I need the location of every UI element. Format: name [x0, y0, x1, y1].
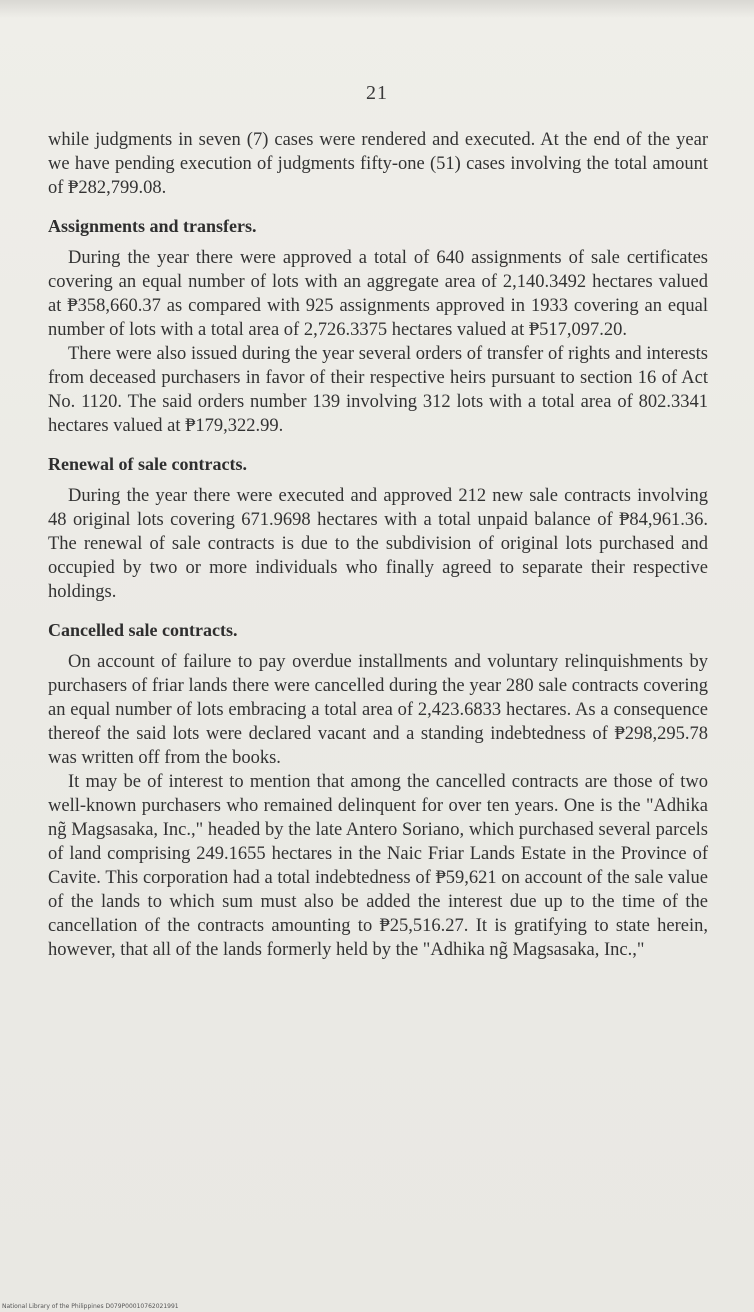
paragraph-judgments-continued: while judgments in seven (7) cases were rendered and executed. At the end of the year we have pending execution of judgments fifty-one (51) cases involving the total amount of ₱282,799.08.	[48, 130, 708, 198]
paragraph-renewal: During the year there were executed and approved 212 new sale contracts involving 48 original lots covering 671.9698 hectares with a total unpaid balance of ₱84,961.36. The renewal of sale contracts is due to the subdivision of original lots purchased and occupied by two or more individuals who finally agreed to separate their respective holdings.	[48, 486, 708, 602]
heading-renewal-of-sale-contracts: Renewal of sale contracts.	[48, 454, 247, 474]
paragraph-delinquent-purchasers: It may be of interest to mention that among the cancelled contracts are those of two well-known purchasers who remained delinquent for over ten years. One is the "Adhika ng̃ Magsasaka, Inc.," headed by the late Antero Soriano, which purchased several parcels of land comprising 249.1655 hectares in the Naic Friar Lands Estate in the Province of Cavite. This corporation had a total indebtedness of ₱59,621 on account of the sale value of the lands to which sum must also be added the interest due up to the time of the cancellation of the contracts amounting to ₱25,516.27. It is gratifying to state herein, however, that all of the lands formerly held by the "Adhika ng̃ Magsasaka, Inc.,"	[48, 772, 708, 960]
paragraph-assignments: During the year there were approved a total of 640 assignments of sale certificates covering an equal number of lots with an aggregate area of 2,140.3492 hectares valued at ₱358,660.37 as compared with 925 assignments approved in 1933 covering an equal number of lots with a total area of 2,726.3375 hectares valued at ₱517,097.20.	[48, 248, 708, 340]
document-body	[48, 128, 708, 962]
page-number: 21	[366, 82, 388, 104]
paragraph-transfers: There were also issued during the year several orders of transfer of rights and interests from deceased purchasers in favor of their respective heirs pursuant to section 16 of Act No. 1120. The said orders number 139 involving 312 lots with a total area of 802.3341 hectares valued at ₱179,322.99.	[48, 344, 708, 436]
footer-attribution: National Library of the Philippines D079P00010762021991	[2, 1303, 179, 1310]
paragraph-cancelled: On account of failure to pay overdue installments and voluntary relinquishments by purchasers of friar lands there were cancelled during the year 280 sale contracts covering an equal number of lots embracing a total area of 2,423.6833 hectares. As a consequence thereof the said lots were declared vacant and a standing indebtedness of ₱298,295.78 was written off from the books.	[48, 652, 708, 768]
heading-cancelled-sale-contracts: Cancelled sale contracts.	[48, 620, 238, 640]
heading-assignments-and-transfers: Assignments and transfers.	[48, 216, 257, 236]
